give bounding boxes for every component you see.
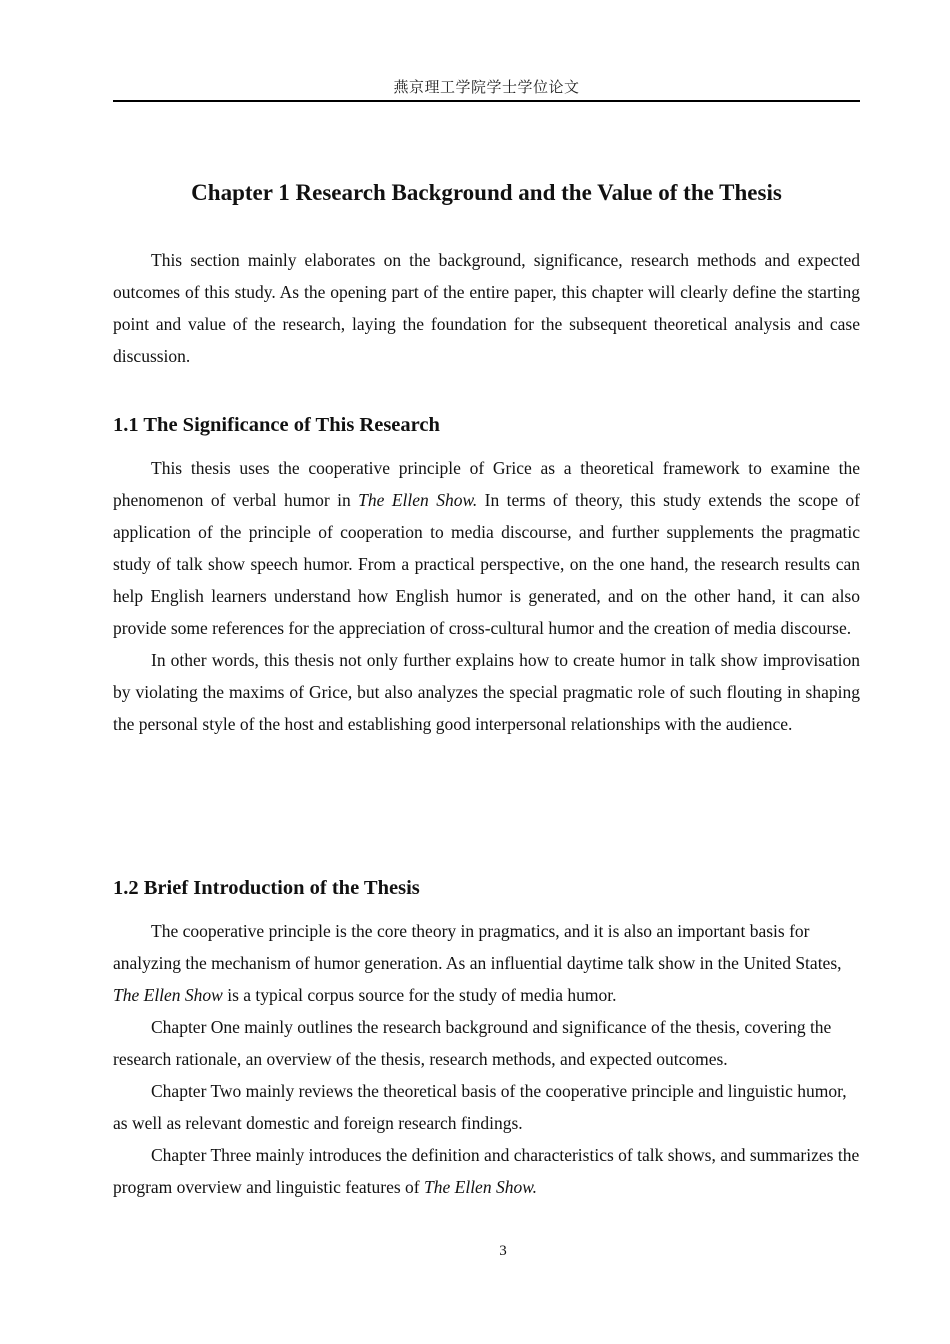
page-number: 3 <box>499 1243 507 1259</box>
section-heading: 1.2 Brief Introduction of the Thesis <box>113 877 420 899</box>
header-rule <box>113 100 860 102</box>
chapter-intro <box>113 244 860 372</box>
body-paragraph: Chapter Two mainly reviews the theoretical basis of the cooperative principle and linguistic humor, as well as relevant domestic and foreign research findings. <box>113 1081 847 1133</box>
show-title: The Ellen Show. <box>424 1177 537 1197</box>
body-paragraph <box>113 1139 860 1203</box>
show-title: The Ellen Show <box>113 985 223 1005</box>
body-paragraph: In other words, this thesis not only further explains how to create humor in talk show improvisation by violating the maxims of Grice, but also analyzes the special pragmatic role of such flouting in shaping the personal style of the host and establishing good interpersonal relationships with the audience. <box>113 650 860 734</box>
chapter-title: Chapter 1 Research Background and the Value of the Thesis <box>191 180 782 205</box>
paragraph-text: The cooperative principle is the core theory in pragmatics, and it is also an important basis for analyzing the mechanism of humor generation. As an influential daytime talk show in the United States, <box>113 921 842 973</box>
body-paragraph <box>113 915 860 1011</box>
body-paragraph: Chapter One mainly outlines the research background and significance of the thesis, covering the research rationale, an overview of the thesis, research methods, and expected outcomes. <box>113 1017 832 1069</box>
section-1-2-body <box>113 915 860 1203</box>
paragraph-text: This thesis uses the cooperative principle of Grice as a theoretical framework to examine the phenomenon of verbal humor in <box>113 458 860 510</box>
section-1-1 <box>113 411 860 439</box>
paragraph-text: Chapter Three mainly introduces the definition and characteristics of talk shows, and summarizes the program overview and linguistic features of <box>113 1145 860 1197</box>
intro-paragraph: This section mainly elaborates on the background, significance, research methods and expected outcomes of this study. As the opening part of the entire paper, this chapter will clearly define the starting point and value of the research, laying the foundation for the subsequent theoretical analysis and case discussion. <box>113 250 860 366</box>
running-header: 燕京理工学院学士学位论文 <box>393 78 580 96</box>
show-title: The Ellen Show. <box>358 490 478 510</box>
section-1-2 <box>113 874 860 902</box>
body-paragraph <box>113 452 860 644</box>
paragraph-text: is a typical corpus source for the study of media humor. <box>222 985 617 1005</box>
paragraph-text: In terms of theory, this study extends the scope of application of the principle of cooperation to media discourse, and further supplements the pragmatic study of talk show speech humor. From a practical perspective, on the one hand, the research results can help English learners understand how English humor is generated, and on the other hand, it can also provide some references for the appreciation of cross-cultural humor and the creation of media discourse. <box>113 490 860 638</box>
section-heading: 1.1 The Significance of This Research <box>113 414 440 436</box>
section-1-1-body <box>113 452 860 740</box>
